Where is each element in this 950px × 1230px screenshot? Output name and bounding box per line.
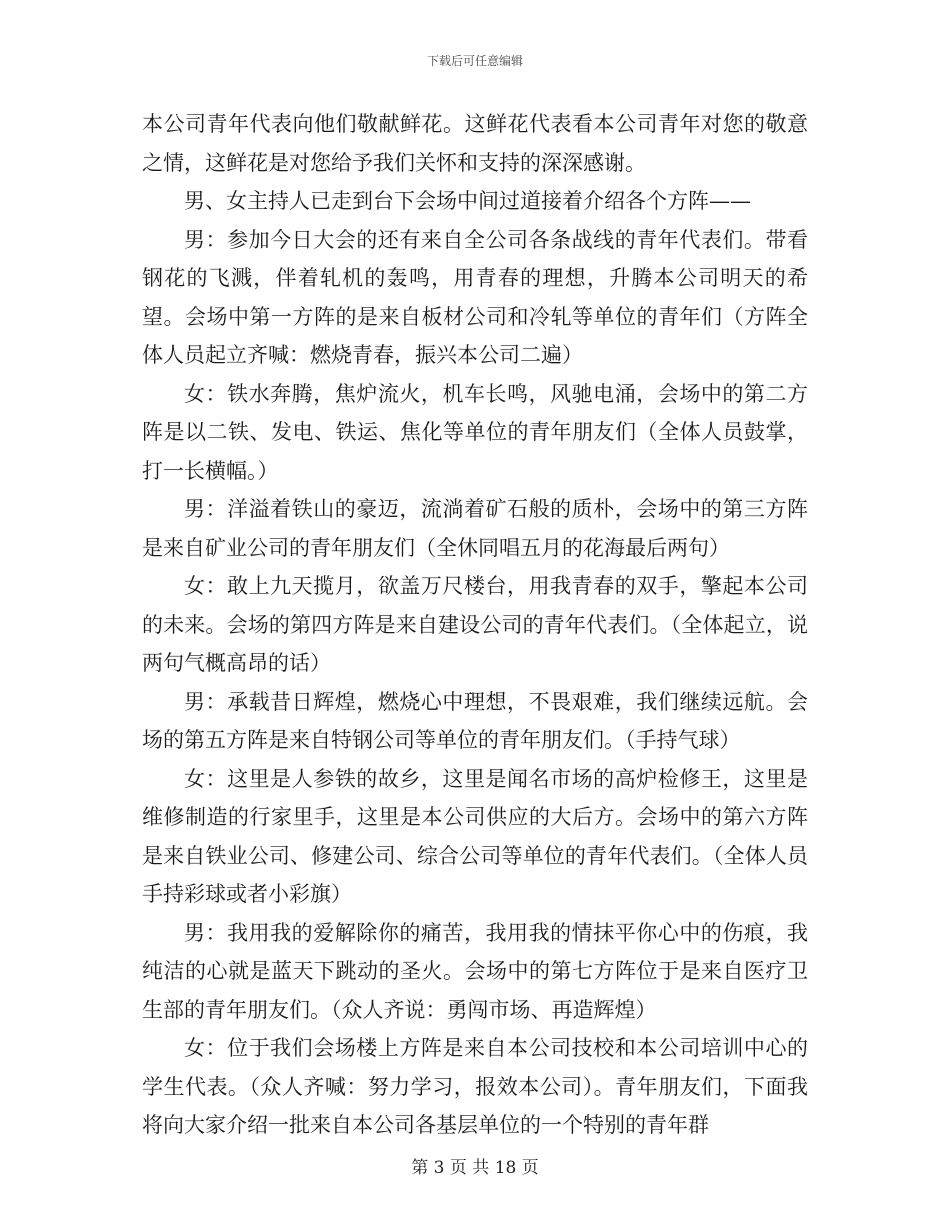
page-footer: 第 3 页 共 18 页 bbox=[411, 1158, 539, 1178]
paragraph-6: 女：敢上九天揽月，欲盖万尺楼台，用我青春的双手，擎起本公司的未来。会场的第四方阵是来自建设公司的青年代表们。（全体起立，说两句气概高昂的话） bbox=[142, 574, 808, 675]
page-header: 下载后可任意编辑 bbox=[426, 54, 523, 68]
paragraph-10: 女：位于我们会场楼上方阵是来自本公司技校和本公司培训中心的学生代表。（众人齐喊：努力学习，报效本公司）。青年朋友们，下面我将向大家介绍一批来自本公司各基层单位的一个特别的青年群 bbox=[142, 1036, 808, 1137]
paragraph-3: 男：参加今日大会的还有来自全公司各条战线的青年代表们。带看钢花的飞溅，伴着轧机的轰鸣，用青春的理想，升腾本公司明天的希望。会场中第一方阵的是来自板材公司和冷轧等单位的青年们（方阵全体人员起立齐喊：燃烧青春，振兴本公司二遍） bbox=[142, 227, 808, 367]
paragraph-7: 男：承载昔日辉煌，燃烧心中理想，不畏艰难，我们继续远航。会场的第五方阵是来自特钢公司等单位的青年朋友们。（手持气球） bbox=[142, 689, 808, 752]
paragraph-1: 本公司青年代表向他们敬献鲜花。这鲜花代表看本公司青年对您的敬意之情，这鲜花是对您给予我们关怀和支持的深深感谢。 bbox=[142, 112, 808, 175]
paragraph-2: 男、女主持人已走到台下会场中间过道接着介绍各个方阵—— bbox=[184, 189, 751, 213]
document-body bbox=[142, 105, 808, 1145]
paragraph-9: 男：我用我的爱解除你的痛苦，我用我的情抹平你心中的伤痕，我纯洁的心就是蓝天下跳动的圣火。会场中的第七方阵位于是来自医疗卫生部的青年朋友们。（众人齐说：勇闯市场、再造辉煌） bbox=[142, 920, 808, 1022]
paragraph-8: 女：这里是人参铁的故乡，这里是闻名市场的高炉检修王，这里是维修制造的行家里手，这里是本公司供应的大后方。会场中的第六方阵是来自铁业公司、修建公司、综合公司等单位的青年代表们。（全体人员手持彩球或者小彩旗） bbox=[142, 766, 808, 906]
paragraph-4: 女：铁水奔腾，焦炉流火，机车长鸣，风驰电涌，会场中的第二方阵是以二铁、发电、铁运、焦化等单位的青年朋友们（全体人员鼓掌，打一长横幅。） bbox=[142, 381, 808, 483]
paragraph-5: 男：洋溢着铁山的豪迈，流淌着矿石般的质朴，会场中的第三方阵是来自矿业公司的青年朋友们（全休同唱五月的花海最后两句） bbox=[142, 497, 808, 560]
